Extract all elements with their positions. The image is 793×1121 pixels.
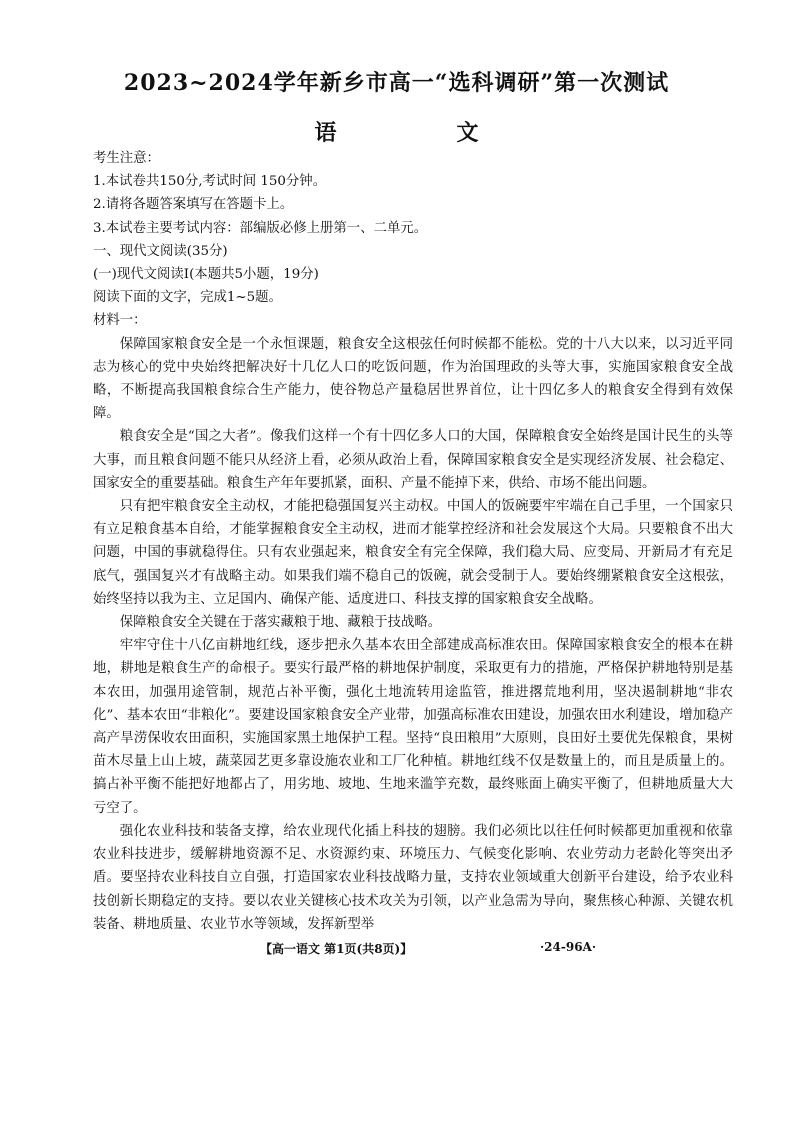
exam-title: 2023~2024学年新乡市高一“选科调研”第一次测试: [123, 70, 670, 96]
notice-item-2: 2.请将各题答案填写在答题卡上。: [93, 197, 294, 213]
paragraph-5: 牢牢守住十八亿亩耕地红线，逐步把永久基本农田全部建成高标准农田。保障国家粮食安全的根本在耕地，耕地是粮食生产的命根子。要实行最严格的耕地保护制度，采取更有力的措施，严格保护耕地特别是基本农田，加强用途管制，规范占补平衡，强化土地流转用途监管，推进撂荒地利用，坚决遏制耕地“非农化”、基本农田“非粮化”。要建设国家粮食安全产业带，加强高标准农田建设，加强农田水利建设，增加稳产高产旱涝保收农田面积，实施国家黑土地保护工程。坚持“良田粮用”大原则，良田好土要优先保粮食，果树苗木尽量上山上坡，蔬菜园艺更多靠设施农业和工厂化种植。耕地红线不仅是数量上的，而且是质量上的。搞占补平衡不能把好地都占了，用劣地、坡地、生地来滥竽充数，最终账面上确实平衡了，但耕地质量大大亏空了。: [93, 638, 733, 816]
section-sub-heading: (一)现代文阅读Ⅰ(本题共5小题，19分): [93, 267, 319, 283]
footer-page-label: 【高一语文 第1页(共8页)】: [260, 942, 413, 956]
section-part-heading: 一、现代文阅读(35分): [93, 243, 228, 259]
notice-item-1: 1.本试卷共150分,考试时间 150分钟。: [93, 174, 327, 190]
exam-content: [93, 147, 733, 936]
material-label: 材料一：: [93, 313, 147, 329]
paragraph-6: 强化农业科技和装备支撑，给农业现代化插上科技的翅膀。我们必须比以往任何时候都更加重视和依靠农业科技进步，缓解耕地资源不足、水资源约束、环境压力、气候变化影响、农业劳动力老龄化等突出矛盾。要坚持农业科技自立自强，打造国家农业科技战略力量，支持农业领域重大创新平台建设，给予农业科技创新长期稳定的支持。要以农业关键核心技术攻关为引领，以产业急需为导向，聚焦核心种源、关键农机装备、耕地质量、农业节水等领域，发挥新型举: [93, 823, 733, 932]
notice-heading: 考生注意：: [93, 151, 160, 166]
reading-instruction: 阅读下面的文字，完成1~5题。: [93, 290, 282, 306]
paragraph-4: 保障粮食安全关键在于落实藏粮于地、藏粮于技战略。: [119, 615, 442, 631]
notice-item-3: 3.本试卷主要考试内容：部编版必修上册第一、二单元。: [93, 220, 428, 236]
subject-title: 语文: [314, 120, 599, 146]
paragraph-2: 粮食安全是“国之大者”。像我们这样一个有十四亿多人口的大国，保障粮食安全始终是国计民生的头等大事，而且粮食问题不能只从经济上看，必须从政治上看，保障国家粮食安全是实现经济发展、社会稳定、国家安全的重要基础。粮食生产年年要抓紧，面积、产量不能掉下来，供给、市场不能出问题。: [93, 429, 733, 491]
footer-code: ·24-96A·: [540, 940, 597, 954]
paragraph-3: 只有把牢粮食安全主动权，才能把稳强国复兴主动权。中国人的饭碗要牢牢端在自己手里，一个国家只有立足粮食基本自给，才能掌握粮食安全主动权，进而才能掌控经济和社会发展这个大局。只要粮食不出大问题，中国的事就稳得住。只有农业强起来，粮食安全有完全保障，我们稳大局、应变局、开新局才有充足底气，强国复兴才有战略主动。如果我们端不稳自己的饭碗，就会受制于人。要始终绷紧粮食安全这根弦，始终坚持以我为主、立足国内、确保产能、适度进口、科技支撑的国家粮食安全战略。: [93, 499, 733, 607]
paragraph-1: 保障国家粮食安全是一个永恒课题，粮食安全这根弦任何时候都不能松。党的十八大以来，以习近平同志为核心的党中央始终把解决好十几亿人口的吃饭问题，作为治国理政的头等大事，实施国家粮食安全战略，不断提高我国粮食综合生产能力，使谷物总产量稳居世界首位，让十四亿多人的粮食安全得到有效保障。: [93, 336, 733, 422]
